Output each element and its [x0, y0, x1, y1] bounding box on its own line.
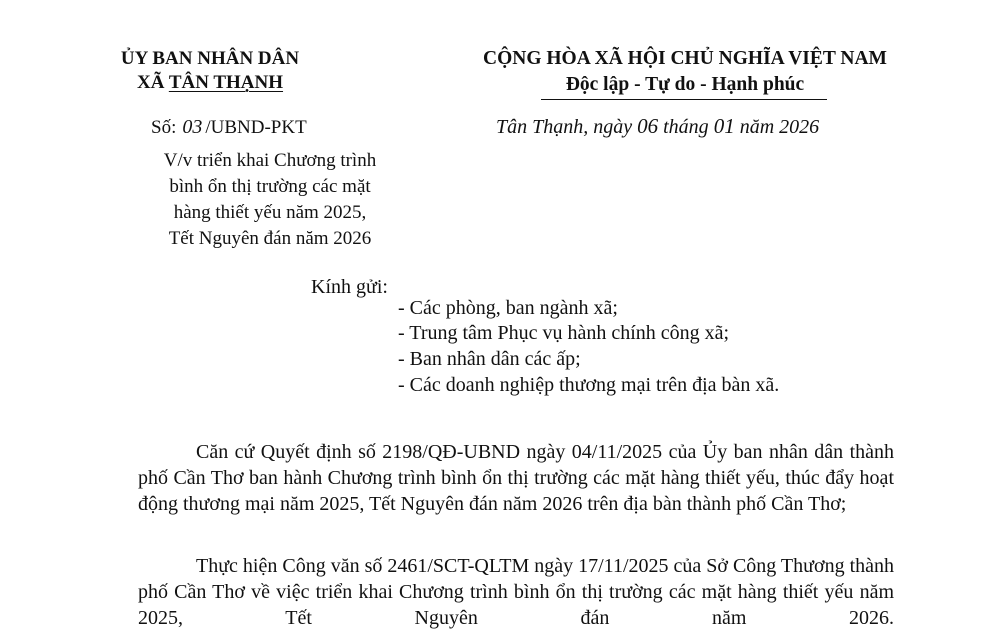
date-day: 06 [637, 114, 659, 138]
paragraph-text: Căn cứ Quyết định số 2198/QĐ-UBND ngày 04/11/2025 của Ủy ban nhân dân thành phố Cần Thơ ban hành Chương trình bình ổn thị trường các mặt hàng thiết yếu, thúc đẩy hoạt động thương mại năm 2025, Tết Nguyên đán năm 2026 trên địa bàn thành phố Cần Thơ; [138, 441, 894, 515]
subject-line: hàng thiết yếu năm 2025, [173, 202, 367, 223]
national-title: CỘNG HÒA XÃ HỘI CHỦ NGHĨA VIỆT NAM [483, 48, 887, 69]
recipient-item: - Các doanh nghiệp thương mại trên địa bàn xã. [398, 374, 780, 396]
paragraph-text: Thực hiện Công văn số 2461/SCT-QLTM ngày 17/11/2025 của Sở Công Thương thành phố Cần Thơ về việc triển khai Chương trình bình ổn thị trường các mặt hàng thiết yếu năm 2025, Tết Nguyên đán năm 2026. [138, 555, 894, 629]
issuer-line-2 [0, 72, 420, 94]
recipient-item: - Ban nhân dân các ấp; [398, 348, 581, 370]
issuer-prefix: XÃ [136, 72, 169, 93]
date-prefix: Tân Thạnh, ngày [496, 116, 638, 138]
subject-line: bình ổn thị trường các mặt [169, 176, 371, 197]
body-paragraph-implementation [138, 553, 894, 631]
issuer-commune-name: TÂN THẠNH [168, 72, 284, 93]
subject-block [125, 148, 415, 252]
subject-line: Tết Nguyên đán năm 2026 [168, 228, 372, 249]
doc-number-value: 03 [182, 116, 203, 138]
national-motto: Độc lập - Tự do - Hạnh phúc [565, 74, 805, 95]
doc-number-suffix: /UBND-PKT [205, 117, 307, 138]
recipients-label: Kính gửi: [311, 276, 388, 298]
recipient-item: - Các phòng, ban ngành xã; [398, 297, 618, 319]
recipient-item: - Trung tâm Phục vụ hành chính công xã; [398, 322, 730, 344]
doc-number-label: Số: [151, 117, 177, 138]
date-middle: tháng [658, 116, 714, 138]
body-paragraph-legal-basis [138, 439, 894, 517]
date-month: 01 [713, 114, 735, 138]
document-number [151, 116, 307, 139]
subject-line: V/v triển khai Chương trình [163, 150, 377, 171]
date-suffix: năm 2026 [734, 116, 820, 138]
place-date [496, 114, 819, 139]
motto-underline [541, 99, 827, 100]
issuer-line-1: ỦY BAN NHÂN DÂN [120, 48, 300, 69]
